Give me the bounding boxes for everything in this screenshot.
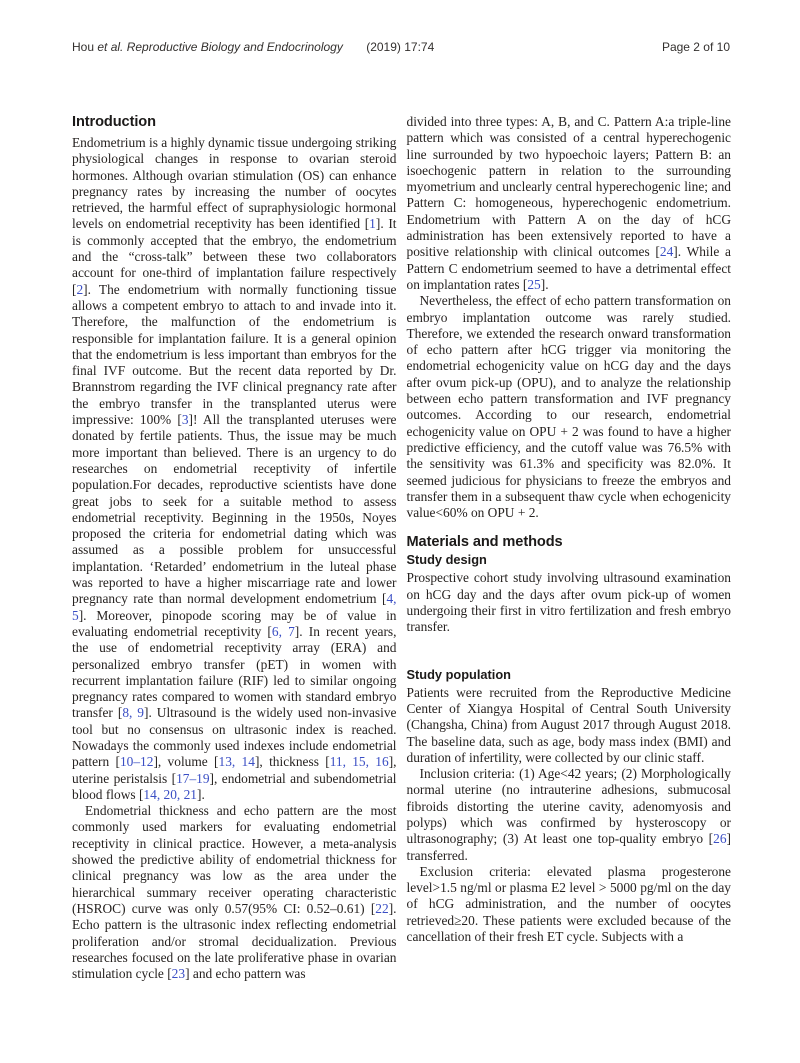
citation-ref[interactable]: 6, 7 [271, 623, 295, 639]
paragraph-intro-3: divided into three types: A, B, and C. Pattern A:a triple-line pattern which was consisted of a central hyperechogenic line surrounded by two hypoechoic layers; Pattern B: an isoechogenic pattern in relation to the surrounding myometrium and unclearly central hyperechogenic line; and Pattern C: homogeneous, hyperechogenic endometrium. Endometrium with Pattern A on the day of hCG administration has been extensively reported to have a positive relationship with clinical outcomes [24]. While a Pattern C endometrium seemed to have a detrimental effect on implantation rates [25]. [406, 114, 731, 292]
right-column [407, 114, 732, 982]
running-head [0, 0, 800, 54]
page-number: Page 2 of 10 [661, 40, 730, 54]
citation-ref[interactable]: 13, 14 [218, 754, 255, 770]
subheading-study-population: Study population [406, 666, 511, 682]
left-column [72, 114, 397, 982]
running-head-etal: et al. [97, 40, 124, 54]
citation-ref[interactable]: 25 [527, 276, 541, 292]
paragraph-study-design: Prospective cohort study involving ultrasound examination on hCG day and the days after ovum pick-up of women undergoing their first in vitro fertilization and fresh embryo transfer. [406, 570, 731, 635]
citation-ref[interactable]: 3 [181, 412, 189, 428]
citation-ref[interactable]: 24 [659, 244, 674, 260]
citation-ref[interactable]: 8, 9 [122, 705, 145, 721]
paragraph-intro-4: Nevertheless, the effect of echo pattern transformation on embryo implantation outcome was rarely studied. Therefore, we extended the research onward transformation of echo pattern after hCG trigger via monitoring the endometrial echogenicity value on hCG day and the days after ovum pick-up (OPU), and to analyze the relationship between echo pattern transformation and IVF pregnancy outcomes. According to our research, endometrial echogenicity value on OPU + 2 was found to have a higher predictive efficiency, and the cutoff value was 76.5% with the sensitivity was 61.3% and specificity was 82.0%. It seemed judicious for physicians to freeze the embryos and transfer them in a subsequent thaw cycle when echogenicity value<60% on OPU + 2. [406, 293, 731, 521]
paragraph-exclusion-criteria: Exclusion criteria: elevated plasma progesterone level>1.5 ng/ml or plasma E2 level > 5000 pg/ml on the day of hCG administration, and the number of oocytes retrieved≥20. These patients were excluded because of the cancellation of their fresh ET cycle. Subjects with a [406, 863, 731, 945]
article-body [0, 114, 800, 982]
citation-ref[interactable]: 11, 15, 16 [329, 754, 389, 770]
citation-ref[interactable]: 14, 20, 21 [143, 786, 197, 802]
citation-ref[interactable]: 17–19 [176, 770, 210, 786]
running-head-journal: Reproductive Biology and Endocrinology [126, 40, 343, 54]
running-head-author: Hou [72, 40, 95, 54]
running-head-left [72, 40, 434, 54]
paragraph-inclusion-criteria: Inclusion criteria: (1) Age<42 years; (2) Morphologically normal uterine (no intrauterine adhesions, submucosal fibroids distorting the uterine cavity, adenomyosis and polyps) which was confirmed by hysteroscopy or ultrasonography; (3) At least one top-quality embryo [26] transferred. [406, 766, 731, 863]
citation-ref[interactable]: 10–12 [119, 754, 154, 770]
paragraph-intro-1: Endometrium is a highly dynamic tissue undergoing striking physiological changes in response to ovarian steroid hormones. Although ovarian stimulation (OS) can enhance pregnancy rates by increasing the number of oocytes retrieved, the harmful effect of supraphysiologic hormonal levels on endometrial receptivity has been identified [1]. It is commonly accepted that the embryo, the endometrium and the “cross-talk” between these two collaborators account for one-third of implantation failure respectively [2]. The endometrium with normally functioning tissue allows a competent embryo to attach to and invade into it. Therefore, the malfunction of the endometrium is responsible for implantation failure. It is a general opinion that the endometrium is less important than embryos for the final IVF outcome. But the recent data reported by Dr. Brannstrom regarding the IVF clinical pregnancy rate after the embryo transfer in the transplanted uterus were impressive: 100% [3]! All the transplanted uteruses were donated by fertile patients. Thus, the issue may be much more important than believed. There is an urgency to do researches on endometrial receptivity of infertile population.For decades, reproductive scientists have done great jobs to seek for a suitable method to assess endometrial receptivity. Beginning in the 1950s, Noyes proposed the criteria for endometrial dating which was assumed as a possible problem for unsuccessful implantation. ‘Retarded’ endometrium in the luteal phase was reported to have a higher miscarriage rate and lower pregnancy rate than normal development endometrium [4, 5]. Moreover, pinopode scoring may be of value in evaluating endometrial receptivity [6, 7]. In recent years, the use of endometrial receptivity array (ERA) and personalized embryo transfer (pET) in women with recurrent implantation failure (RIF) led to similar ongoing pregnancy rates compared to women with standard embryo transfer [8, 9]. Ultrasound is the widely used non-invasive tool but no consensus on ultrasonic index is reached. Nowadays the commonly used indexes include endometrial pattern [10–12], volume [13, 14], thickness [11, 15, 16], uterine peristalsis [17–19], endometrial and subendometrial blood flows [14, 20, 21]. [72, 135, 397, 802]
section-heading-materials-and-methods: Materials and methods [406, 534, 563, 551]
section-heading-introduction: Introduction [72, 114, 156, 130]
running-head-citation: (2019) 17:74 [366, 40, 435, 54]
paragraph-intro-2: Endometrial thickness and echo pattern are the most commonly used markers for evaluating endometrial receptivity in clinical practice. However, a meta-analysis showed the predictive ability of endometrial thickness for clinical pregnancy was low as the area under the hierarchical summary receiver operating characteristic (HSROC) curve was only 0.57(95% CI: 0.52–0.61) [22]. Echo pattern is the ultrasonic index reflecting endometrial proliferation and/or stromal decidualization. Previous researches focused on the late proliferative phase in ovarian stimulation cycle [23] and echo pattern was [72, 803, 397, 982]
citation-ref[interactable]: 4, 5 [72, 591, 397, 623]
subheading-study-design: Study design [406, 552, 487, 568]
citation-ref[interactable]: 1 [369, 216, 376, 232]
citation-ref[interactable]: 2 [76, 281, 84, 297]
citation-ref[interactable]: 23 [171, 966, 186, 982]
citation-ref[interactable]: 22 [375, 900, 389, 916]
citation-ref[interactable]: 26 [713, 831, 727, 847]
paragraph-study-population-1: Patients were recruited from the Reproductive Medicine Center of Xiangya Hospital of Central South University (Changsha, China) from August 2017 through August 2018. The baseline data, such as age, body mass index (BMI) and duration of infertility, were collected by our clinic staff. [406, 684, 731, 765]
